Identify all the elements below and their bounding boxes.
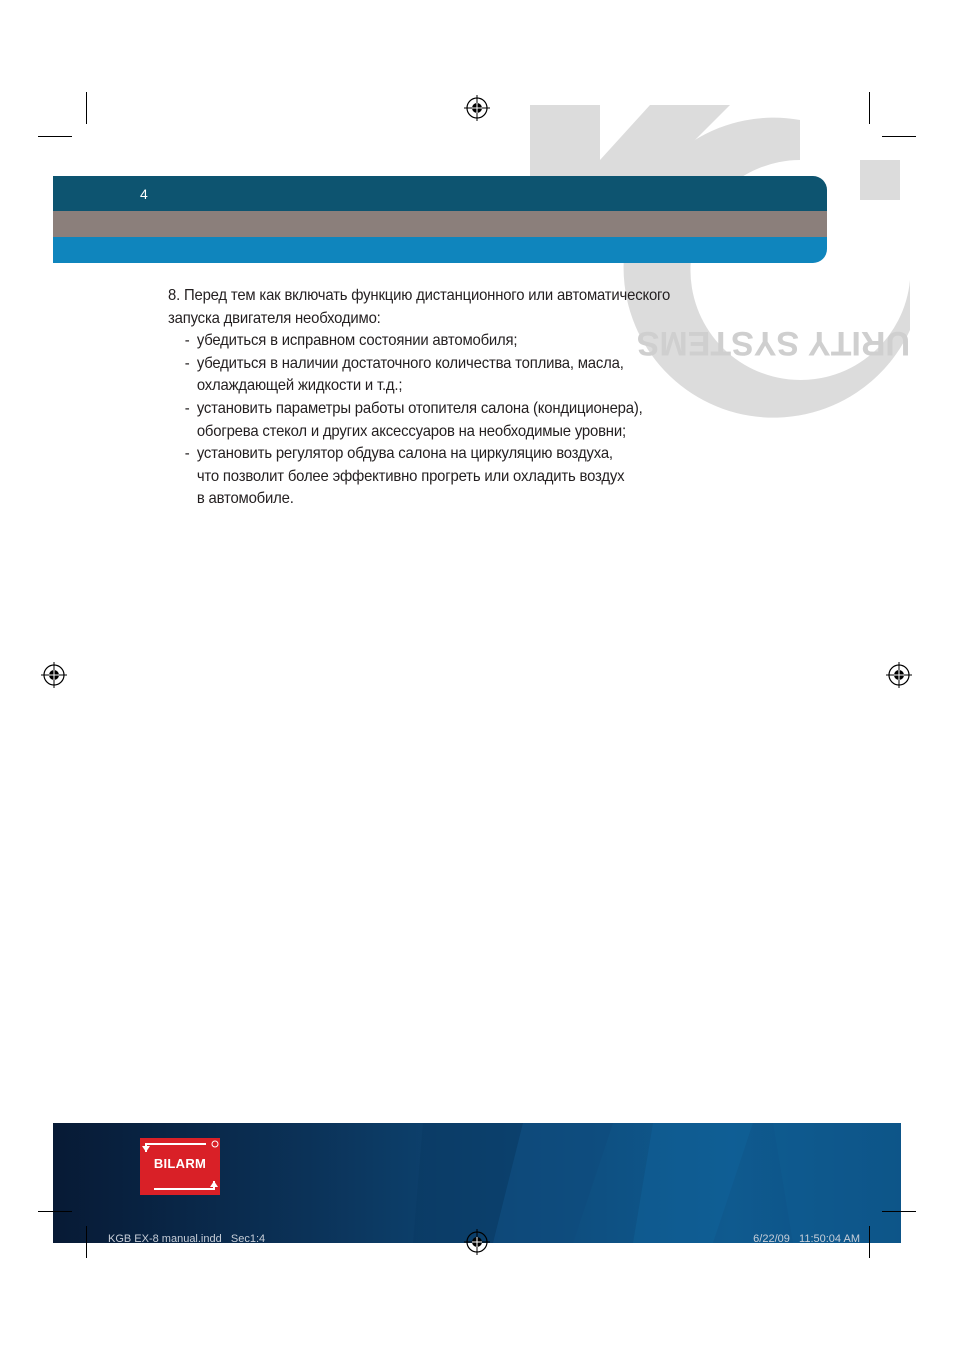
intro-line: запуска двигателя необходимо: <box>168 309 381 327</box>
crop-mark <box>38 136 72 137</box>
page-number: 4 <box>140 186 148 202</box>
crop-mark <box>882 136 916 137</box>
crop-mark <box>882 1211 916 1212</box>
list-item: - убедиться в исправном состоянии автомобиля; <box>184 332 518 350</box>
bilarm-logo <box>140 1138 220 1195</box>
intro-line: 8. Перед тем как включать функцию дистанционного или автоматического <box>168 287 671 304</box>
header-band-middle <box>53 211 827 237</box>
slug-filename: KGB EX-8 manual.indd Sec1:4 <box>108 1233 266 1245</box>
crop-mark <box>38 1211 72 1212</box>
watermark-text: URITY SYSTEMS <box>636 324 910 362</box>
logo-text: BILARM <box>153 1156 207 1171</box>
crop-mark <box>86 1226 87 1258</box>
slug-timestamp: 6/22/09 11:50:04 AM <box>753 1233 860 1245</box>
list-item: - установить параметры работы отопителя салона (кондиционера), обогрева стекол и других аксессуаров на необходимые уровни; <box>184 399 643 440</box>
crop-mark <box>869 1226 870 1258</box>
registered-trademark-icon <box>212 1141 218 1147</box>
header-band-top <box>53 176 827 211</box>
crop-mark <box>869 92 870 124</box>
header-band-bottom <box>53 237 827 263</box>
list-item: - установить регулятор обдува салона на циркуляцию воздуха, что позволит более эффективно прогреть или охладить воздух в автомобиле. <box>184 445 625 508</box>
main-content <box>168 285 763 511</box>
crosshair-target-icon <box>886 662 912 688</box>
crop-mark <box>86 92 87 124</box>
list-item: - убедиться в наличии достаточного количества топлива, масла, охлаждающей жидкости и т.д.; <box>184 354 624 395</box>
crosshair-target-icon <box>41 662 67 688</box>
crosshair-target-icon <box>464 95 490 121</box>
crosshair-target-icon <box>464 1229 490 1255</box>
